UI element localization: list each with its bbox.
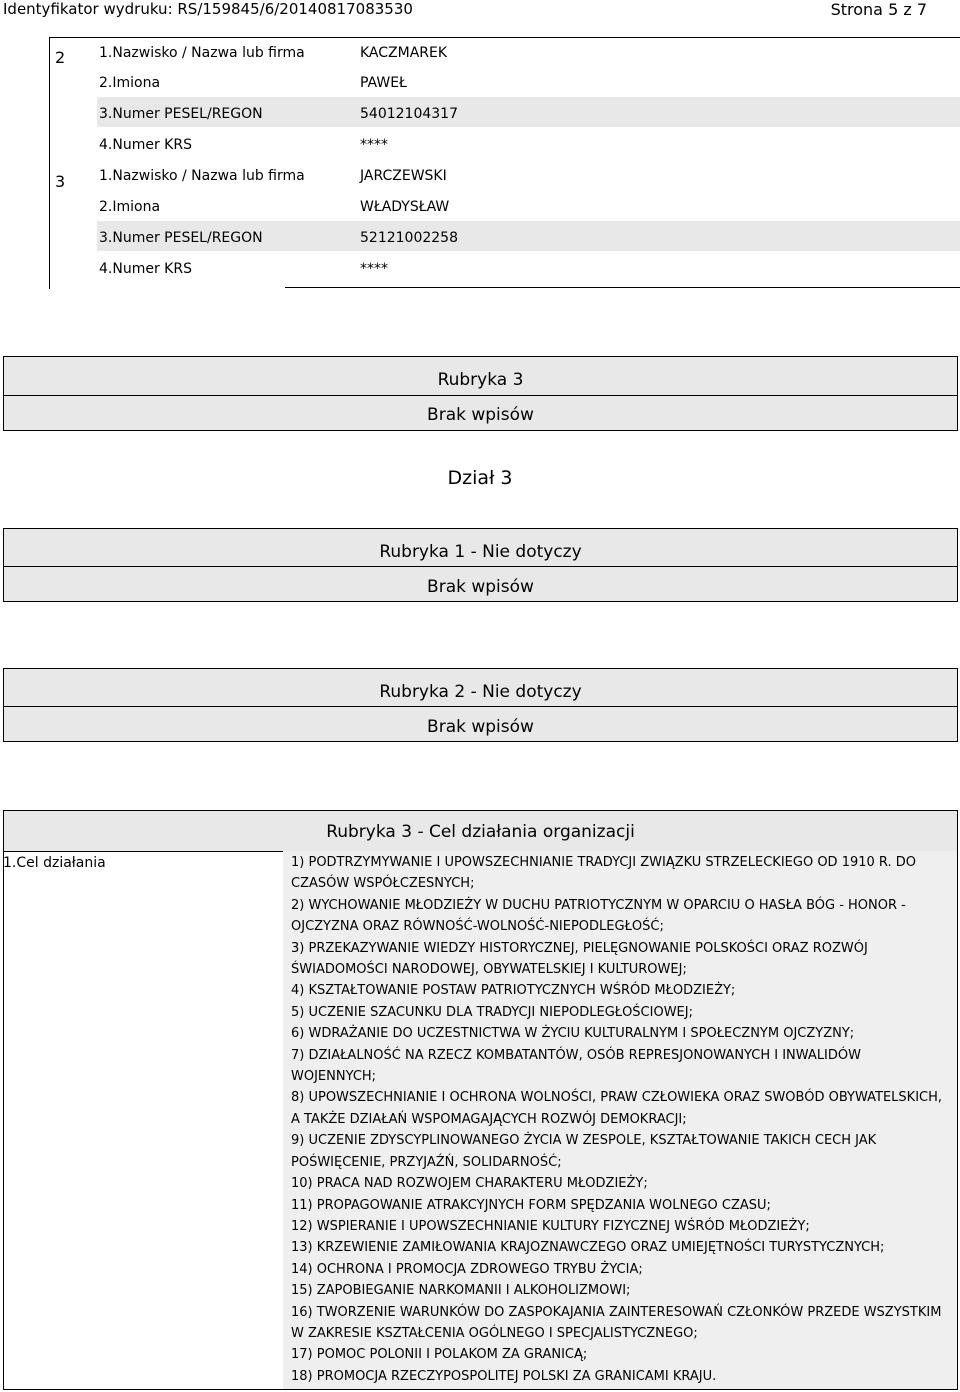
table-divider [285,287,960,288]
cel-line: 5) UCZENIE SZACUNKU DLA TRADYCJI NIEPODLEGŁOŚCIOWEJ; [291,1004,693,1020]
page-number: Strona 5 z 7 [830,0,927,19]
cel-line: 4) KSZTAŁTOWANIE POSTAW PATRIOTYCZNYCH WŚRÓD MŁODZIEŻY; [291,983,736,999]
print-identifier: Identyfikator wydruku: RS/159845/6/20140817083530 [3,0,413,18]
cel-line: W ZAKRESIE KSZTAŁCENIA OGÓLNEGO I SPECJALISTYCZNEGO; [291,1325,698,1341]
rubryka-1-box [3,528,958,602]
person-field-label: 2.Imiona [99,199,161,215]
cel-line: 15) ZAPOBIEGANIE NARKOMANII I ALKOHOLIZMOWI; [291,1283,631,1299]
section-title: Rubryka 1 - Nie dotyczy [379,542,582,562]
section-status: Brak wpisów [427,577,534,597]
person-field-value: KACZMAREK [360,45,448,61]
section-title: Rubryka 3 - Cel działania organizacji [326,822,635,842]
person-field-value: JARCZEWSKI [360,168,447,184]
person-field-value: 54012104317 [360,106,458,122]
cel-line: 10) PRACA NAD ROZWOJEM CHARAKTERU MŁODZIEŻY; [291,1176,648,1192]
person-field-label: 4.Numer KRS [99,261,192,277]
cel-line: WOJENNYCH; [291,1069,377,1085]
person-field-value: **** [360,261,388,277]
person-field-label: 1.Nazwisko / Nazwa lub firma [99,45,305,61]
cel-line: 2) WYCHOWANIE MŁODZIEŻY W DUCHU PATRIOTYCZNYM W OPARCIU O HASŁA BÓG - HONOR - [291,897,906,913]
section-status: Brak wpisów [427,717,534,737]
person-number: 3 [55,172,66,191]
section-title: Rubryka 2 - Nie dotyczy [379,682,582,702]
person-field-value: **** [360,137,388,153]
cel-line: 3) PRZEKAZYWANIE WIEDZY HISTORYCZNEJ, PIELĘGNOWANIE POLSKOŚCI ORAZ ROZWÓJ [291,940,868,956]
cel-line: 13) KRZEWIENIE ZAMIŁOWANIA KRAJOZNAWCZEGO ORAZ UMIEJĘTNOŚCI TURYSTYCZNYCH; [291,1240,885,1256]
person-field-label: 3.Numer PESEL/REGON [99,230,263,246]
person-field-label: 1.Nazwisko / Nazwa lub firma [99,168,305,184]
persons-table [49,37,960,289]
section-status: Brak wpisów [427,405,534,425]
cel-line: OJCZYZNA ORAZ RÓWNOŚĆ-WOLNOŚĆ-NIEPODLEGŁOŚĆ; [291,919,664,935]
dzial-heading: Dział 3 [447,467,513,489]
cel-line: 6) WDRAŻANIE DO UCZESTNICTWA W ŻYCIU KULTURALNYM I SPOŁECZNYM OJCZYZNY; [291,1026,855,1042]
cel-line: A TAKŻE DZIAŁAŃ WSPOMAGAJĄCYCH ROZWÓJ DEMOKRACJI; [291,1111,687,1127]
person-field-value: WŁADYSŁAW [360,199,450,215]
cel-line: 12) WSPIERANIE I UPOWSZECHNIANIE KULTURY FIZYCZNEJ WŚRÓD MŁODZIEŻY; [291,1218,810,1234]
cel-line: ŚWIADOMOŚCI NARODOWEJ, OBYWATELSKIEJ I KULTUROWEJ; [291,962,687,978]
cel-line: 8) UPOWSZECHNIANIE I OCHRONA WOLNOŚCI, PRAW CZŁOWIEKA ORAZ SWOBÓD OBYWATELSKICH, [291,1090,943,1106]
person-field-label: 2.Imiona [99,75,161,91]
rubryka-2-box [3,668,958,742]
cel-line: 1) PODTRZYMYWANIE I UPOWSZECHNIANIE TRADYCJI ZWIĄZKU STRZELECKIEGO OD 1910 R. DO [291,855,916,870]
cel-label: 1.Cel działania [3,855,106,871]
cel-line: 17) POMOC POLONII I POLAKOM ZA GRANICĄ; [291,1347,588,1363]
rubryka-3-box [3,356,958,431]
cel-text [291,852,956,1387]
cel-line: POŚWIĘCENIE, PRZYJAŹŃ, SOLIDARNOŚĆ; [291,1154,562,1170]
person-field-label: 4.Numer KRS [99,137,192,153]
cel-line: 16) TWORZENIE WARUNKÓW DO ZASPOKAJANIA ZAINTERESOWAŃ CZŁONKÓW PRZEDE WSZYSTKIM [291,1304,942,1320]
cel-line: 14) OCHRONA I PROMOCJA ZDROWEGO TRYBU ŻYCIA; [291,1261,643,1277]
person-field-value: PAWEŁ [360,75,407,91]
person-field-label: 3.Numer PESEL/REGON [99,106,263,122]
person-field-value: 52121002258 [360,230,458,246]
cel-line: CZASÓW WSPÓŁCZESNYCH; [291,876,475,892]
person-number: 2 [55,48,66,67]
cel-line: 7) DZIAŁALNOŚĆ NA RZECZ KOMBATANTÓW, OSÓB REPRESJONOWANYCH I INWALIDÓW [291,1047,861,1063]
cel-line: 9) UCZENIE ZDYSCYPLINOWANEGO ŻYCIA W ZESPOLE, KSZTAŁTOWANIE TAKICH CECH JAK [291,1133,877,1149]
cel-line: 11) PROPAGOWANIE ATRAKCYJNYCH FORM SPĘDZANIA WOLNEGO CZASU; [291,1197,771,1213]
cel-line: 18) PROMOCJA RZECZYPOSPOLITEJ POLSKI ZA GRANICAMI KRAJU. [291,1368,717,1384]
section-title: Rubryka 3 [437,370,524,390]
